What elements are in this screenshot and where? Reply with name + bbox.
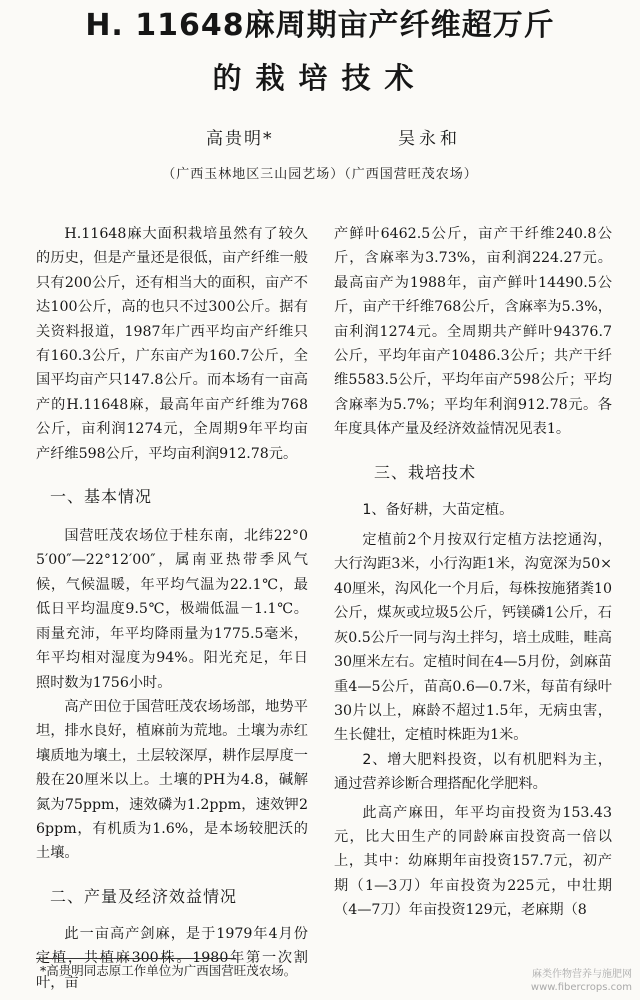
right-column [334, 222, 612, 923]
section1-paragraph-2: 高产田位于国营旺茂农场场部，地势平坦，排水良好，植麻前为荒地。土壤为赤红壤质地为壤土，土层较深厚，耕作层厚度一般在20厘米以上。土壤的PH为4.8，碱解氮为75ppm，速效磷为1.2ppm，速效钾26ppm，有机质为1.6%，是本场较肥沃的土壤。 [36, 698, 308, 862]
intro-paragraph: H.11648麻大面积栽培虽然有了较久的历史，但是产量还是很低，亩产纤维一般只有200公斤，还有相当大的面积，亩产不达100公斤，高的也只不过300公斤。据有关资料报道，1987年广西平均亩产纤维只有160.3公斤，广东亩产为160.7公斤，全国平均亩产只147.8公斤。而本场有一亩高产的H.11648麻，最高年亩产纤维为768公斤，亩利润1274元，全周期9年平均亩产纤维598公斤，平均亩利润912.78元。 [36, 226, 308, 462]
author-wu: 吴永和 [398, 129, 461, 149]
watermark-site-name: 麻类作物营养与施肥网 [532, 969, 632, 980]
planting-paragraph: 定植前2个月按双行定植方法挖通沟，大行沟距3米，小行沟距1米，沟宽深为50×40厘米，沟风化一个月后，每株按施猪粪10公斤，煤灰或垃圾5公斤，钙镁磷1公斤，石灰0.5公斤一同与沟土拌匀，培土成畦，畦高30厘米左右。定植时间在4—5月份，剑麻苗重4—5公斤，苗高0.6—0.7米，每苗有绿叶30片以上，麻龄不超过1.5年，无病虫害，生长健壮，定植时株距为1米。 [334, 532, 612, 744]
footnote-divider [36, 958, 236, 959]
section1-paragraph-1: 国营旺茂农场位于桂东南，北纬22°05′00″—22°12′00″，属南亚热带季风气候，气候温暖，年平均气温为22.1℃，最低日平均温度9.5℃，极端低温－1.1℃。雨量充沛，年平均降雨量为1775.5毫米，年平均相对湿度为94%。阳光充足，年日照时数为1756小时。 [36, 528, 308, 691]
section-heading-cultivation: 三、栽培技术 [374, 462, 477, 482]
paper-title-line2: 的栽培技术 [212, 61, 428, 95]
watermark-url: www.fibercrops.com [530, 982, 632, 993]
left-column [36, 222, 308, 995]
affiliations: （广西玉林地区三山园艺场）（广西国营旺茂农场） [162, 167, 478, 182]
footnote: *高贵明同志原工作单位为广西国营旺茂农场。 [40, 963, 297, 978]
site-watermark [531, 968, 632, 994]
author-gao: 高贵明* [206, 129, 274, 149]
section-heading-yield: 二、产量及经济效益情况 [50, 886, 238, 906]
section2-continuation: 产鲜叶6462.5公斤，亩产干纤维240.8公斤，含麻率为3.73%，亩利润224.27元。最高亩产为1988年，亩产鲜叶14490.5公斤，亩产干纤维768公斤，含麻率为5.3%，亩利润1274元。全周期共产鲜叶94376.7公斤，平均年亩产10486.3公斤；共产干纤维5583.5公斤，平均年亩产598公斤；平均含麻率为5.7%；平均年利润912.78元。各年度具体产量及经济效益情况见表1。 [334, 226, 612, 438]
section2-paragraph-1: 此一亩高产剑麻，是于1979年4月份定植，共植麻300株。1980年第一次割叶，亩 [36, 925, 308, 991]
author-line [0, 124, 640, 148]
subheading-planting: 1、备好耕，大苗定植。 [362, 501, 514, 518]
subheading-fertilizer: 2、增大肥料投资，以有机肥料为主，通过营养诊断合理搭配化学肥料。 [334, 751, 612, 793]
section-heading-basic-info: 一、基本情况 [50, 487, 153, 507]
paper-title-line1: H. 11648麻周期亩产纤维超万斤 [85, 8, 555, 43]
fertilizer-paragraph: 此高产麻田，年平均亩投资为153.43元，比大田生产的同龄麻亩投资高一倍以上，其中：幼麻期年亩投资157.7元，初产期（1—3刀）年亩投资为225元，中壮期（4—7刀）年亩投资129元，老麻期（8 [334, 804, 612, 919]
